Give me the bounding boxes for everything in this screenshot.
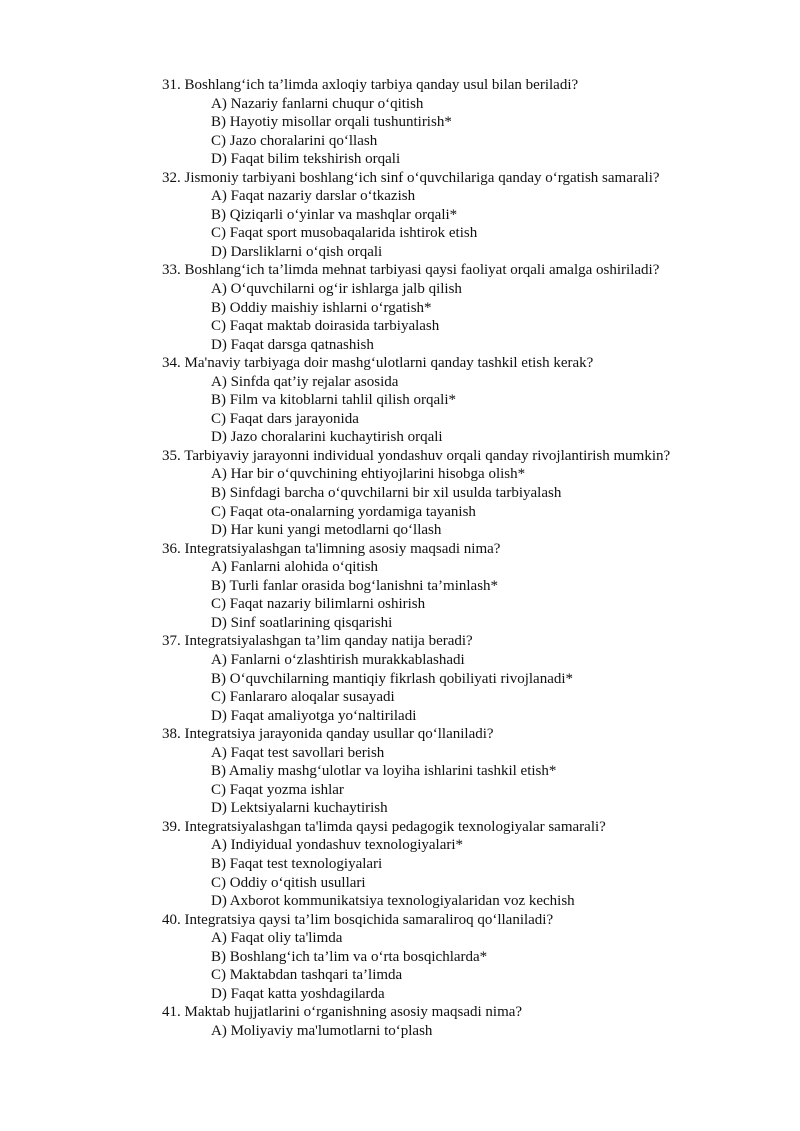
answer-option: B) O‘quvchilarning mantiqiy fikrlash qobiliyati rivojlanadi* [211,670,574,687]
answer-option: C) Oddiy o‘qitish usullari [211,874,366,891]
answer-option: B) Faqat test texnologiyalari [211,855,383,872]
answer-option: A) Faqat nazariy darslar o‘tkazish [211,188,416,205]
question-block [162,447,762,540]
question-text: 38. Integratsiya jarayonida qanday usullar qo‘llaniladi? [162,726,494,743]
question-text: 34. Ma'naviy tarbiyaga doir mashg‘ulotlarni qanday tashkil etish kerak? [162,355,594,372]
answer-option: C) Maktabdan tashqari ta’limda [211,967,403,984]
answer-option: A) Har bir o‘quvchining ehtiyojlarini hisobga olish* [211,466,526,483]
question-block [162,76,762,169]
answer-option: A) Faqat test savollari berish [211,744,385,761]
question-text: 35. Tarbiyaviy jarayonni individual yondashuv orqali qanday rivojlantirish mumkin? [162,447,671,464]
answer-option: C) Faqat nazariy bilimlarni oshirish [211,596,426,613]
answer-option: D) Axborot kommunikatsiya texnologiyalaridan voz kechish [211,893,575,910]
answer-option: A) Fanlarni o‘zlashtirish murakkablashadi [211,651,465,668]
question-block [162,261,762,354]
question-block [162,1003,762,1040]
answer-option: B) Boshlang‘ich ta’lim va o‘rta bosqichlarda* [211,948,488,965]
answer-option: A) O‘quvchilarni og‘ir ishlarga jalb qilish [211,281,462,298]
answer-option: B) Sinfdagi barcha o‘quvchilarni bir xil usulda tarbiyalash [211,485,562,502]
question-block [162,540,762,633]
answer-option: A) Fanlarni alohida o‘qitish [211,559,379,576]
answer-option: C) Faqat yozma ishlar [211,781,344,798]
answer-option: B) Hayotiy misollar orqali tushuntirish* [211,114,452,131]
answer-option: A) Nazariy fanlarni chuqur o‘qitish [211,95,424,112]
answer-option: D) Jazo choralarini kuchaytirish orqali [211,429,443,446]
question-text: 41. Maktab hujjatlarini o‘rganishning asosiy maqsadi nima? [162,1004,523,1021]
answer-option: B) Amaliy mashg‘ulotlar va loyiha ishlarini tashkil etish* [211,763,557,780]
answer-option: A) Faqat oliy ta'limda [211,930,343,947]
answer-option: D) Faqat amaliyotga yo‘naltiriladi [211,707,417,724]
answer-option: D) Faqat katta yoshdagilarda [211,985,385,1002]
question-list [162,76,762,1040]
answer-option: D) Sinf soatlarining qisqarishi [211,614,393,631]
question-block [162,354,762,447]
answer-option: C) Faqat ota-onalarning yordamiga tayanish [211,503,476,520]
answer-option: B) Film va kitoblarni tahlil qilish orqali* [211,392,456,409]
answer-option: A) Moliyaviy ma'lumotlarni to‘plash [211,1022,433,1039]
answer-option: B) Turli fanlar orasida bog‘lanishni ta’minlash* [211,577,499,594]
question-text: 36. Integratsiyalashgan ta'limning asosiy maqsadi nima? [162,540,501,557]
answer-option: D) Darsliklarni o‘qish orqali [211,243,383,260]
question-block [162,632,762,725]
answer-option: C) Faqat maktab doirasida tarbiyalash [211,318,440,335]
question-text: 33. Boshlang‘ich ta’limda mehnat tarbiyasi qaysi faoliyat orqali amalga oshiriladi? [162,262,660,279]
question-text: 40. Integratsiya qaysi ta’lim bosqichida samaraliroq qo‘llaniladi? [162,911,554,928]
answer-option: C) Jazo choralarini qo‘llash [211,132,378,149]
question-text: 39. Integratsiyalashgan ta'limda qaysi pedagogik texnologiyalar samarali? [162,818,606,835]
answer-option: D) Har kuni yangi metodlarni qo‘llash [211,522,442,539]
answer-option: C) Faqat sport musobaqalarida ishtirok etish [211,225,478,242]
answer-option: D) Faqat bilim tekshirish orqali [211,151,401,168]
question-block [162,818,762,911]
answer-option: D) Faqat darsga qatnashish [211,336,374,353]
answer-option: C) Faqat dars jarayonida [211,410,359,427]
question-text: 37. Integratsiyalashgan ta’lim qanday natija beradi? [162,633,473,650]
question-text: 31. Boshlang‘ich ta’limda axloqiy tarbiya qanday usul bilan beriladi? [162,77,579,93]
question-text: 32. Jismoniy tarbiyani boshlang‘ich sinf o‘quvchilariga qanday o‘rgatish samarali? [162,169,660,186]
answer-option: D) Lektsiyalarni kuchaytirish [211,800,388,817]
question-block [162,169,762,262]
answer-option: B) Qiziqarli o‘yinlar va mashqlar orqali* [211,206,458,223]
answer-option: B) Oddiy maishiy ishlarni o‘rgatish* [211,299,432,316]
question-block [162,911,762,1004]
answer-option: C) Fanlararo aloqalar susayadi [211,689,395,706]
answer-option: A) Sinfda qat’iy rejalar asosida [211,373,399,390]
answer-option: A) Indiyidual yondashuv texnologiyalari* [211,837,464,854]
question-block [162,725,762,818]
